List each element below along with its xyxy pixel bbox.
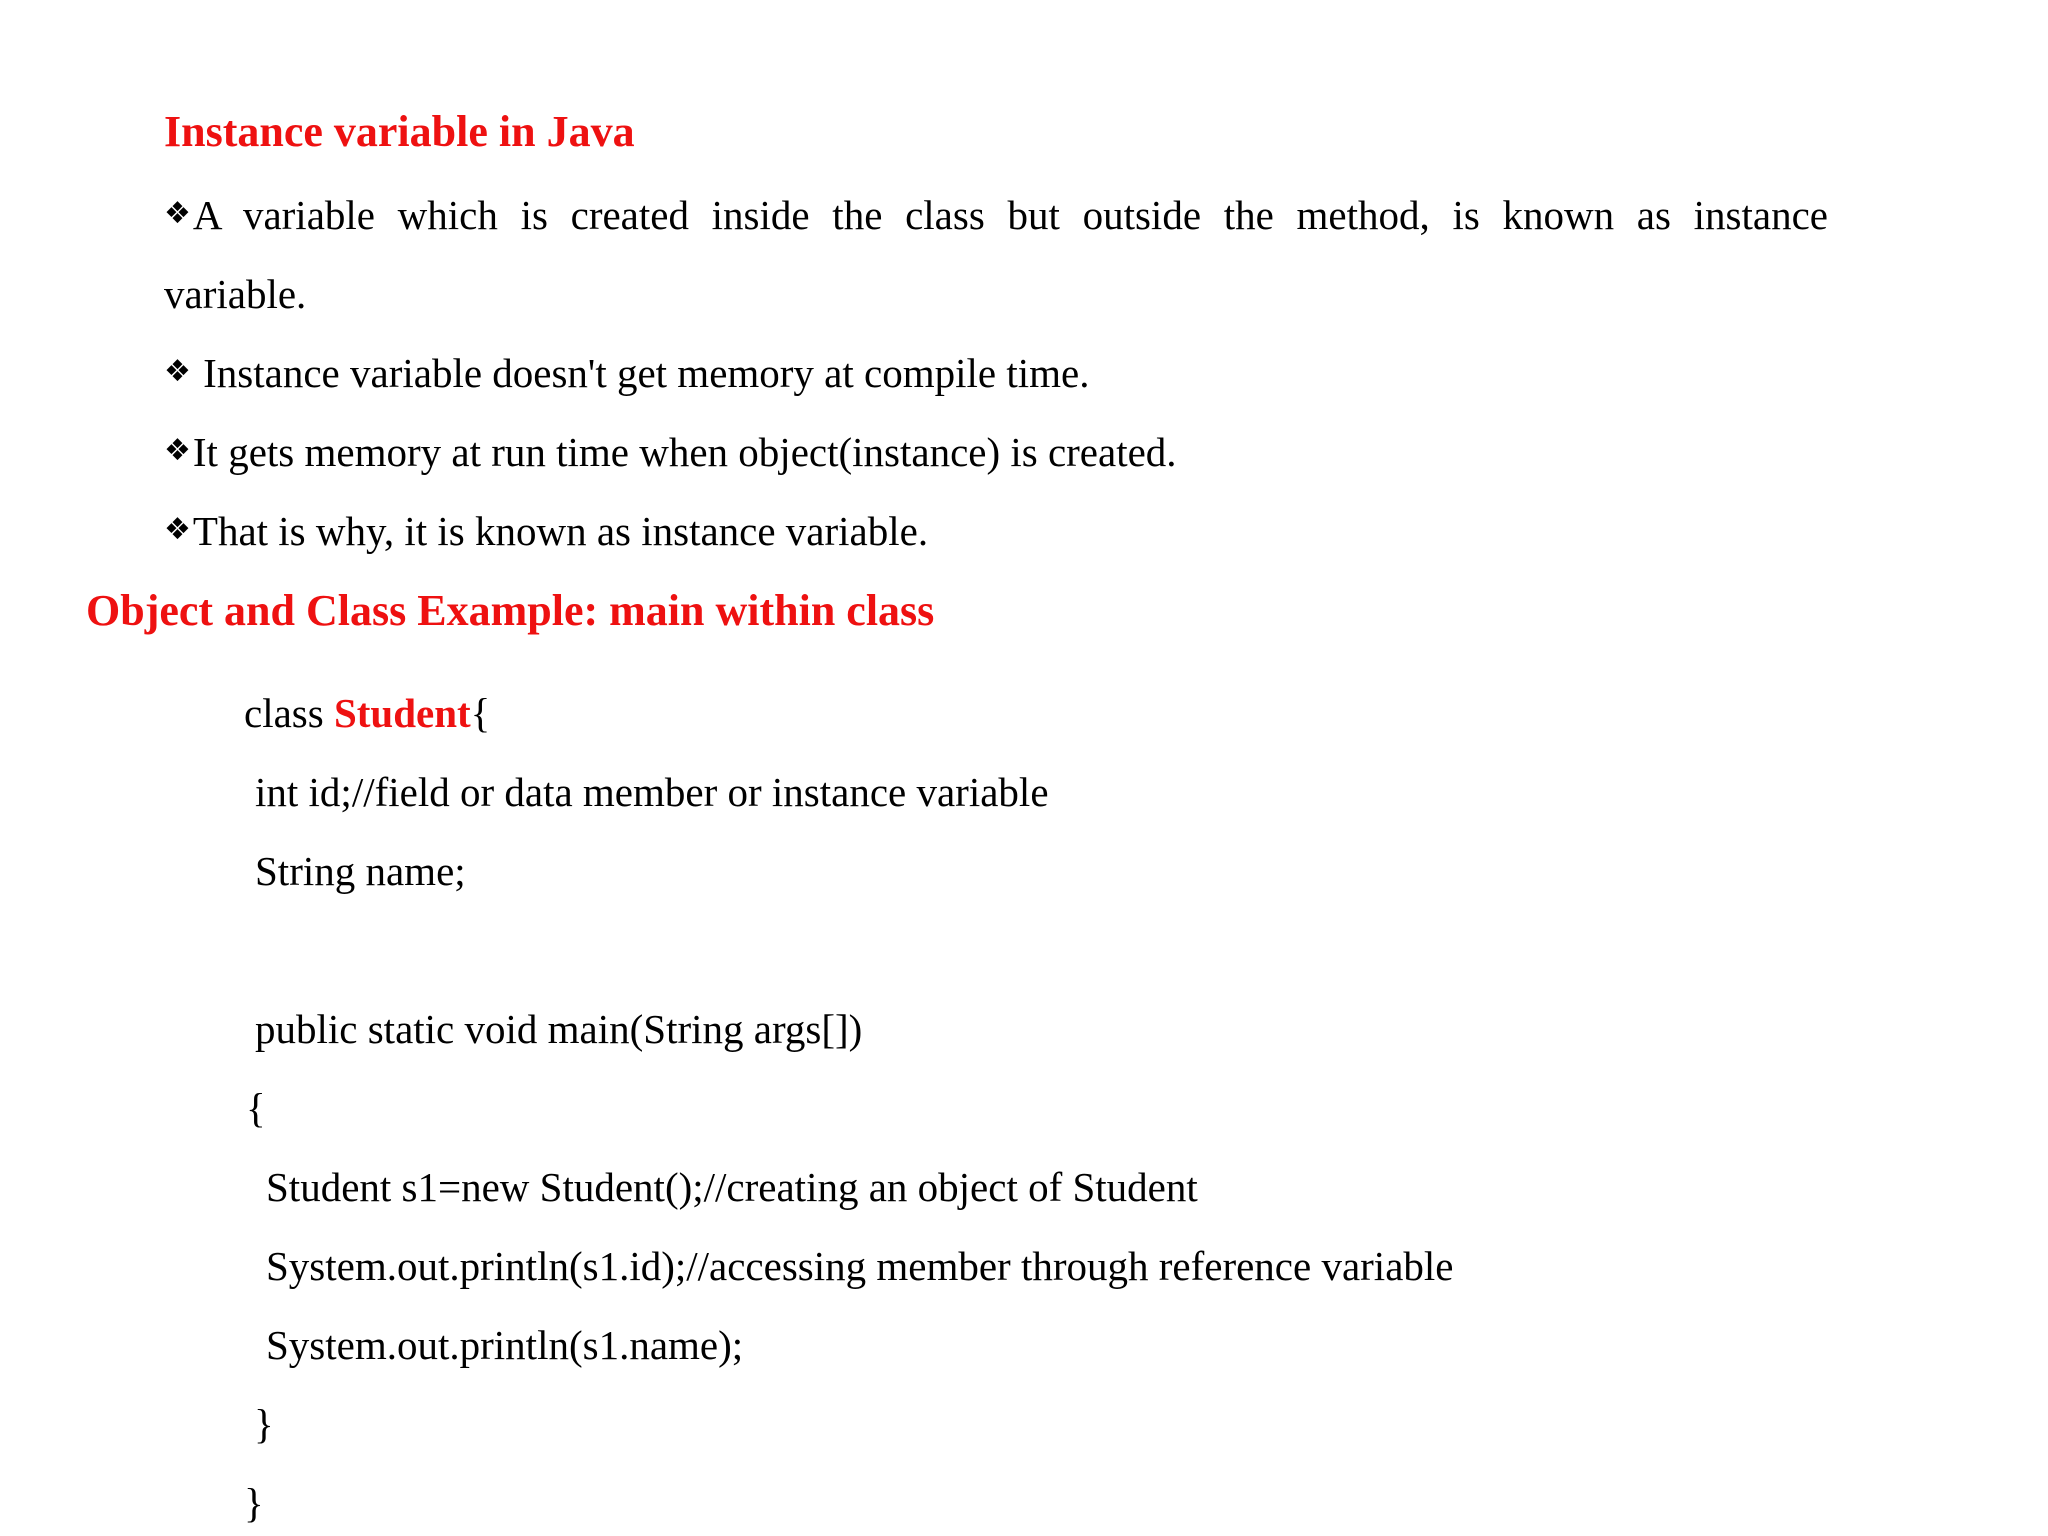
code-line-main-open-brace: { — [246, 1085, 266, 1131]
code-line-print-id: System.out.println(s1.id);//accessing member through reference variable — [266, 1243, 1454, 1289]
bullet-item-4 — [164, 508, 929, 554]
bullet-item-1-text: A variable which is created inside the class but outside the method, is known as instance — [192, 192, 1828, 238]
code-line-main-signature: public static void main(String args[]) — [255, 1006, 863, 1052]
bullet-item-3-text: It gets memory at run time when object(instance) is created. — [192, 429, 1177, 475]
diamond-bullet-icon: ❖ — [164, 433, 191, 468]
code-class-name: Student — [333, 690, 471, 736]
code-class-open-brace: { — [470, 690, 491, 736]
code-line-print-name: System.out.println(s1.name); — [266, 1322, 744, 1368]
code-line-main-close-brace: } — [254, 1401, 274, 1447]
code-line-class-declaration — [244, 690, 491, 736]
code-line-class-close-brace: } — [244, 1480, 264, 1526]
diamond-bullet-icon: ❖ — [164, 196, 191, 231]
diamond-bullet-icon: ❖ — [164, 512, 191, 547]
code-line-field-id: int id;//field or data member or instance variable — [255, 769, 1049, 815]
bullet-item-2-text: Instance variable doesn't get memory at compile time. — [192, 350, 1090, 396]
section-title-instance-variable: Instance variable in Java — [164, 107, 635, 156]
bullet-item-1-continuation: variable. — [164, 271, 307, 317]
bullet-item-1 — [164, 192, 1828, 238]
bullet-item-2 — [164, 350, 1090, 396]
diamond-bullet-icon: ❖ — [164, 354, 191, 389]
code-line-field-name: String name; — [255, 848, 466, 894]
section-title-object-class-example: Object and Class Example: main within class — [86, 586, 935, 635]
bullet-item-4-text: That is why, it is known as instance variable. — [192, 508, 929, 554]
bullet-item-3 — [164, 429, 1177, 475]
code-class-keyword: class — [244, 690, 334, 736]
code-line-create-object: Student s1=new Student();//creating an object of Student — [266, 1164, 1198, 1210]
